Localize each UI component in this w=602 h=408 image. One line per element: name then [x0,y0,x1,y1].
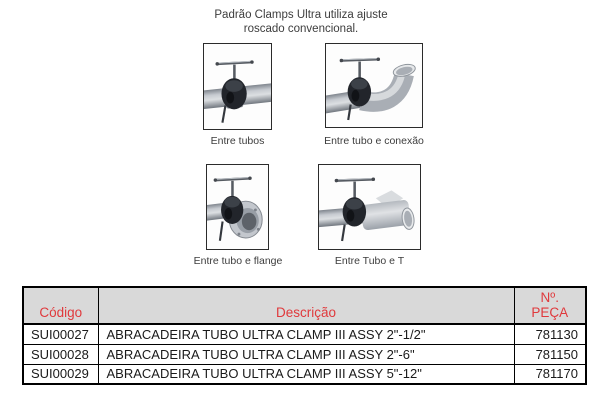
pipe-clamp-elbow-illustration [326,44,422,127]
figure-entre-tubo-e-flange [206,164,269,250]
clamp-icon [221,78,246,109]
pipe-clamp-tee-illustration [319,165,420,249]
header-num-peca-line2: PEÇA [531,305,569,320]
figure-entre-tubo-e-conexao [325,43,423,128]
cell-descricao: ABRACADEIRA TUBO ULTRA CLAMP III ASSY 2"-6" [98,344,514,364]
figure-entre-tubo-e-t [318,164,421,250]
clamp-bolt-icon [219,221,224,240]
cell-codigo: SUI00027 [23,324,98,344]
intro-line-2: roscado convencional. [243,23,359,35]
tee-fitting-icon [360,190,415,230]
figure-entre-tubos [203,43,272,130]
cell-num-peca: 781130 [514,324,586,344]
intro-line-1: Padrão Clamps Ultra utiliza ajuste [214,9,388,21]
clamp-icon [343,197,366,226]
header-num-peca-line1: Nº. [540,290,559,305]
header-num-peca [514,287,586,324]
cell-num-peca: 781170 [514,364,586,384]
table-header-row [23,287,586,324]
cell-descricao: ABRACADEIRA TUBO ULTRA CLAMP III ASSY 5"-12" [98,364,514,384]
parts-table [22,286,587,385]
cell-codigo: SUI00028 [23,344,98,364]
clamp-bolt-icon [221,105,226,123]
header-codigo: Código [23,287,98,324]
caption-entre-tubo-e-t: Entre Tubo e T [334,255,405,267]
intro-text [0,8,602,36]
cell-codigo: SUI00029 [23,364,98,384]
clamp-bolt-icon [341,224,346,241]
pipe-clamp-flange-illustration [207,165,268,249]
table-row [23,364,586,384]
pipe-clamp-between-tubes-illustration [204,44,271,129]
clamp-icon [221,196,243,224]
clamp-icon [348,77,371,106]
table-row [23,344,586,364]
table-row [23,324,586,344]
caption-entre-tubo-e-flange: Entre tubo e flange [193,255,283,267]
cell-descricao: ABRACADEIRA TUBO ULTRA CLAMP III ASSY 2"-1/2" [98,324,514,344]
cell-num-peca: 781150 [514,344,586,364]
caption-entre-tubo-e-conexao: Entre tubo e conexão [324,135,424,147]
header-descricao: Descrição [98,287,514,324]
handle-stem-icon [231,181,234,198]
caption-entre-tubos: Entre tubos [210,135,265,147]
